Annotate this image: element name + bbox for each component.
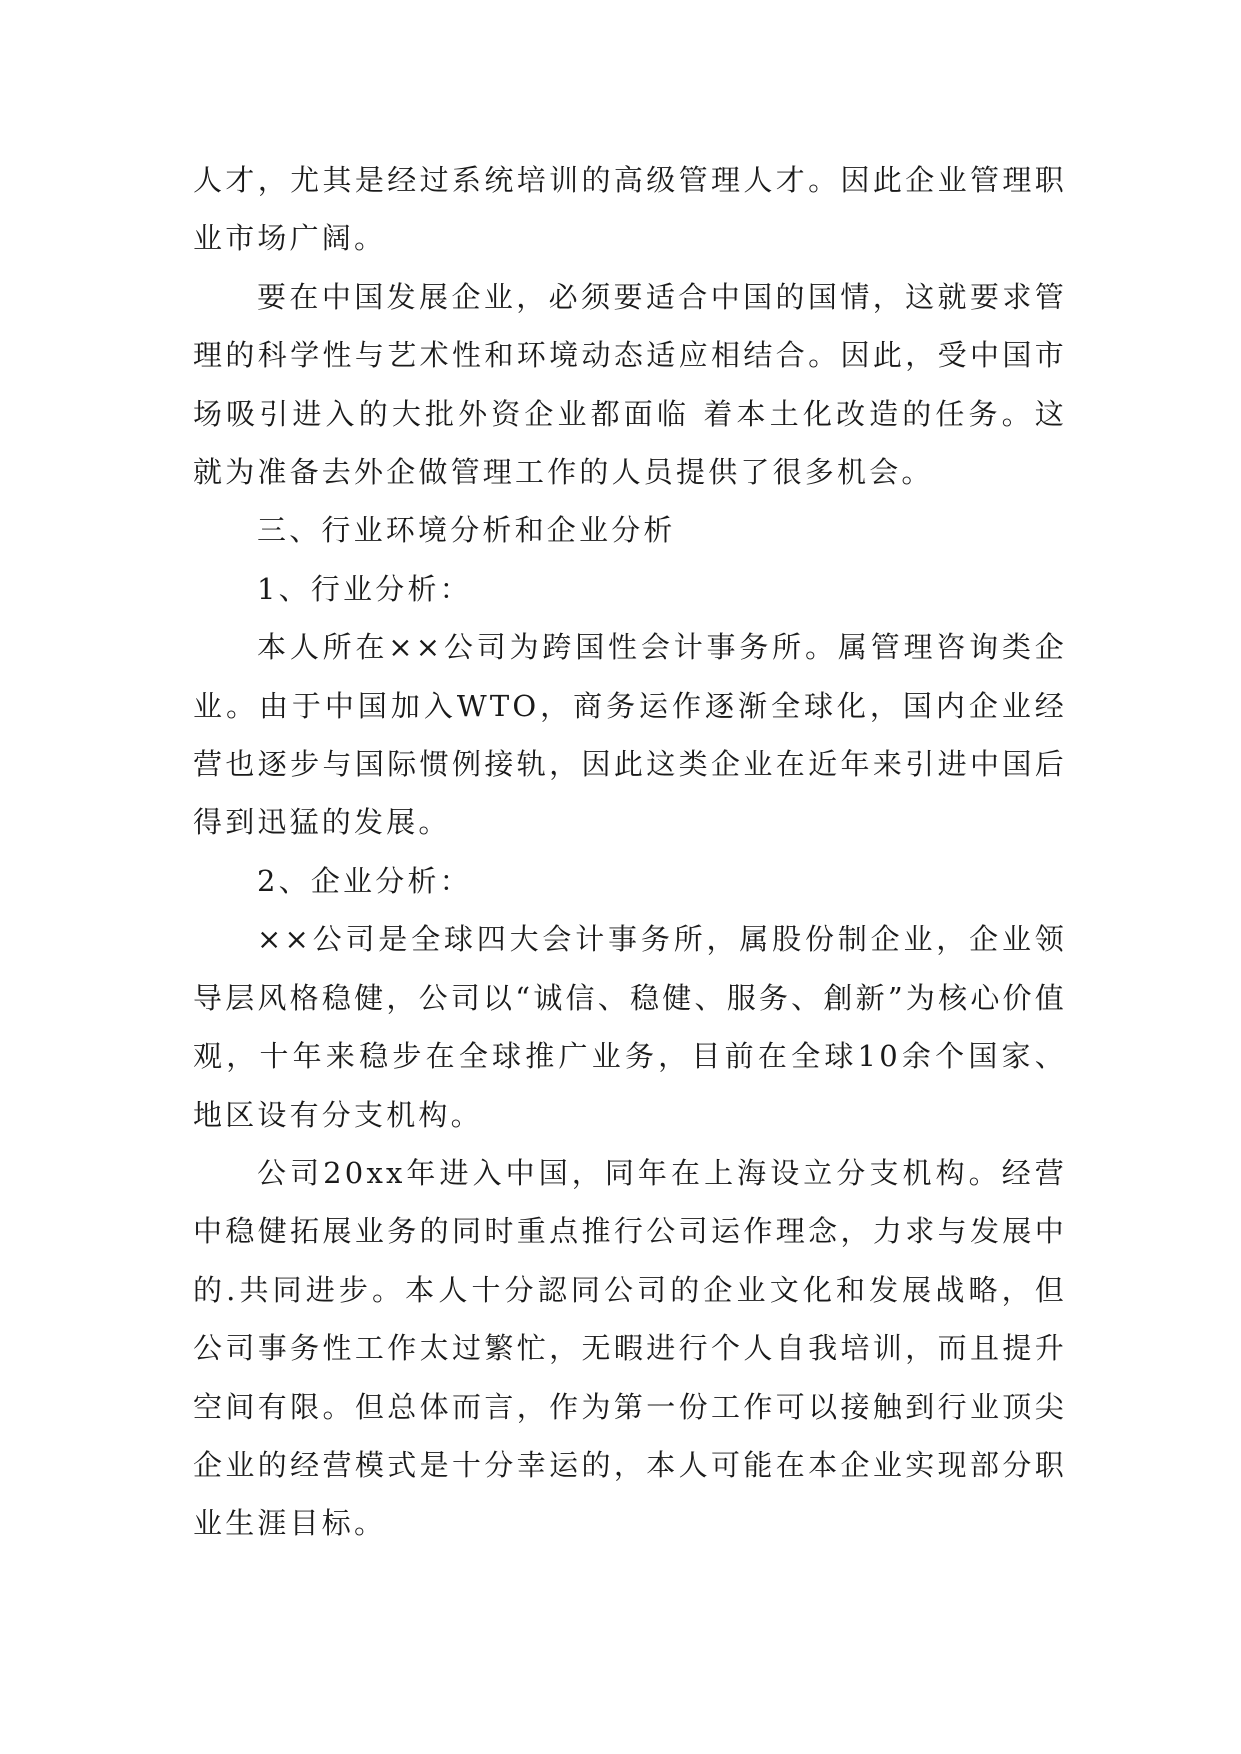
- subheading-company-analysis: 2、企业分析：: [257, 863, 472, 898]
- paragraph-industry-analysis: 本人所在××公司为跨国性会计事务所。属管理咨询类企业。由于中国加入WTO，商务运作逐渐全球化，国内企业经营也逐步与国际惯例接轨，因此这类企业在近年来引进中国后得到迅猛的发展。: [193, 630, 1067, 840]
- paragraph-china-context: 要在中国发展企业，必须要适合中国的国情，这就要求管理的科学性与艺术性和环境动态适应相结合。因此，受中国市场吸引进入的大批外资企业都面临 着本土化改造的任务。这就为准备去外企做管理工作的人员提供了很多机会。: [193, 279, 1067, 490]
- subheading-industry-analysis: 1、行业分析：: [257, 571, 472, 606]
- paragraph-company-china: 公司20xx年进入中国，同年在上海设立分支机构。经营中稳健拓展业务的同时重点推行公司运作理念，力求与发展中的.共同进步。本人十分認同公司的企业文化和发展战略，但公司事务性工作太过繁忙，无暇进行个人自我培训，而且提升空间有限。但总体而言，作为第一份工作可以接触到行业顶尖企业的经营模式是十分幸运的，本人可能在本企业实现部分职业生涯目标。: [193, 1155, 1067, 1541]
- document-body: [193, 151, 1067, 1553]
- paragraph-company-overview: ××公司是全球四大会计事务所，属股份制企业，企业领导层风格稳健，公司以“诚信、稳健、服务、創新”为核心价值观，十年来稳步在全球推广业务，目前在全球10余个国家、地区设有分支机构。: [193, 922, 1067, 1132]
- section-heading-analysis: 三、行业环境分析和企业分析: [257, 513, 676, 548]
- paragraph-intro-continuation: 人才，尤其是经过系统培训的高级管理人才。因此企业管理职业市场广阔。: [193, 163, 1067, 256]
